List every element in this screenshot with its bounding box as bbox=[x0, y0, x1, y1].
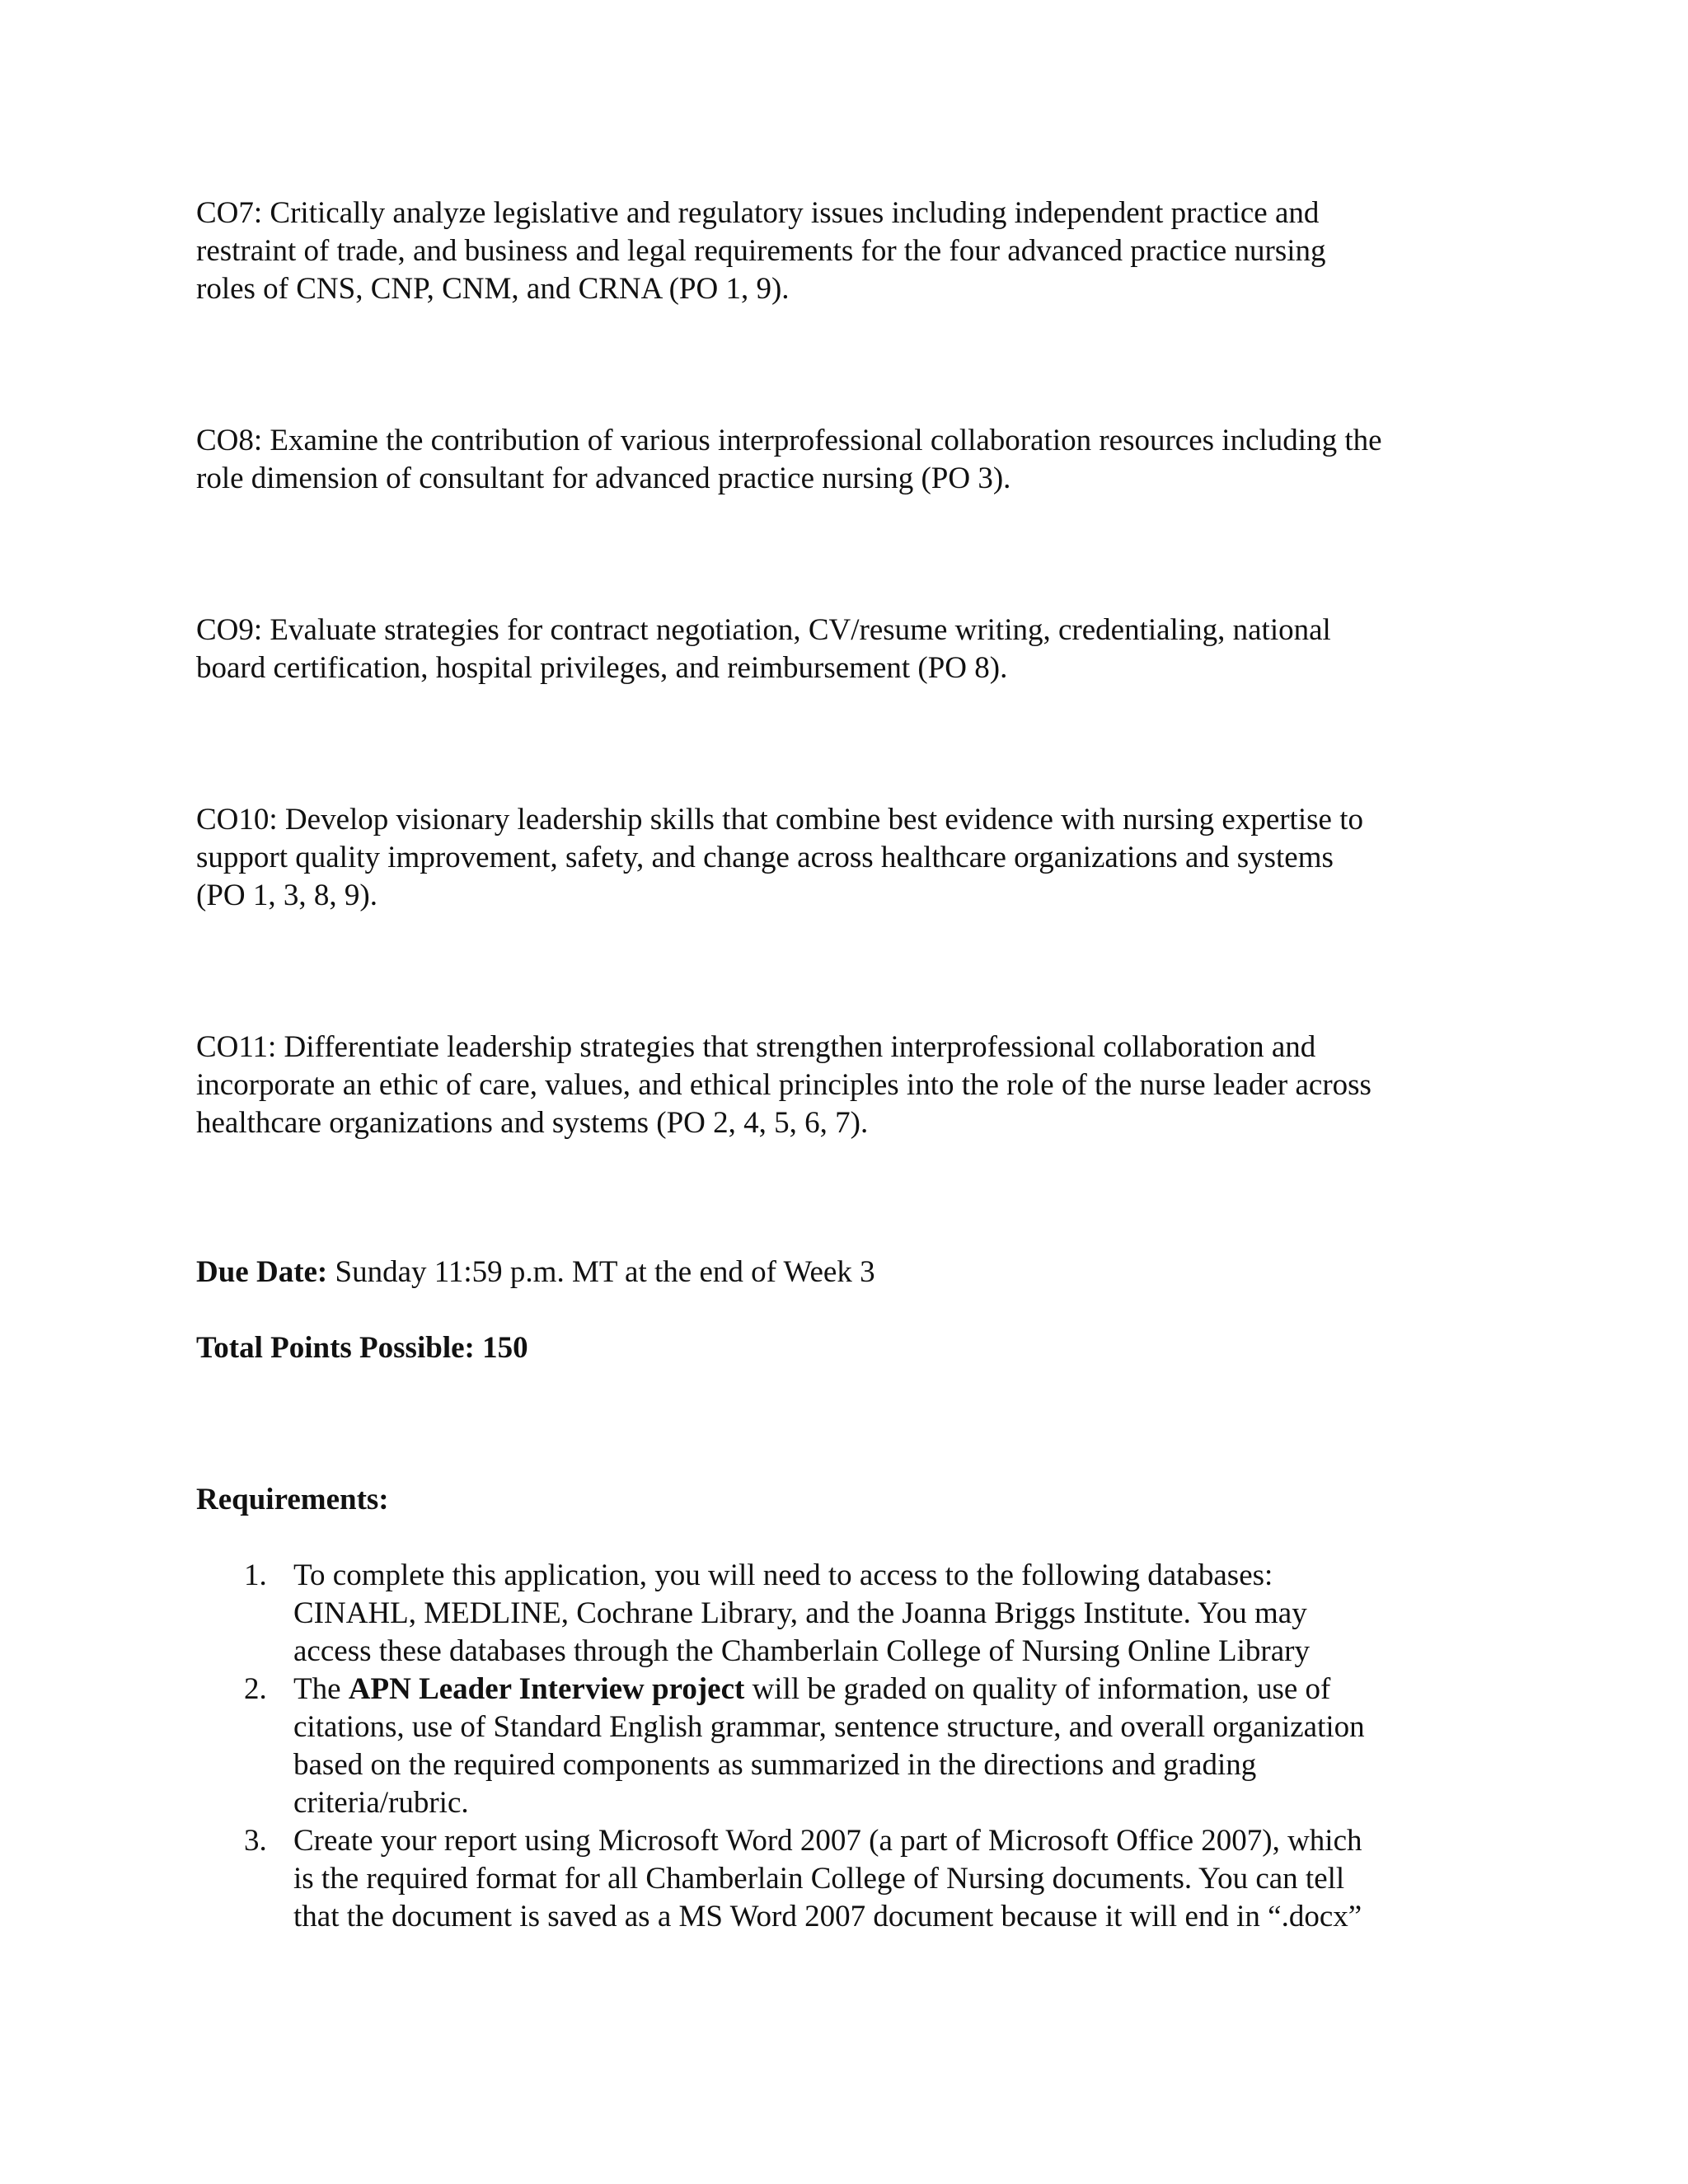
list-item-number: 1. bbox=[244, 1558, 267, 1592]
text-line: board certification, hospital privileges, and reimbursement (PO 8). bbox=[196, 651, 1008, 685]
text-line: CINAHL, MEDLINE, Cochrane Library, and the Joanna Briggs Institute. You may bbox=[293, 1596, 1307, 1630]
text-line: To complete this application, you will need to access to the following databases: bbox=[293, 1558, 1273, 1592]
due-date-label: Due Date: bbox=[196, 1255, 328, 1289]
course-outcome-co11 bbox=[196, 1029, 1482, 1142]
text-line: criteria/rubric. bbox=[293, 1786, 469, 1820]
total-points bbox=[196, 1329, 1482, 1367]
course-outcome-co8 bbox=[196, 422, 1482, 498]
list-item-number: 2. bbox=[244, 1672, 267, 1706]
text-line: CO8: Examine the contribution of various interprofessional collaboration resources including the bbox=[196, 424, 1382, 457]
text-line: Create your report using Microsoft Word 2007 (a part of Microsoft Office 2007), which bbox=[293, 1824, 1362, 1858]
list-item bbox=[196, 1557, 1482, 1671]
due-date-line bbox=[196, 1254, 1482, 1291]
list-item-number: 3. bbox=[244, 1824, 267, 1858]
text-line: citations, use of Standard English grammar, sentence structure, and overall organization bbox=[293, 1710, 1365, 1744]
course-outcome-co9 bbox=[196, 612, 1482, 687]
total-points-label: Total Points Possible: 150 bbox=[196, 1331, 528, 1365]
requirements-heading-text: Requirements: bbox=[196, 1483, 389, 1516]
text-line: support quality improvement, safety, and change across healthcare organizations and systems bbox=[196, 841, 1334, 874]
text-line: role dimension of consultant for advanced practice nursing (PO 3). bbox=[196, 462, 1011, 495]
text-line: CO7: Critically analyze legislative and regulatory issues including independent practice and bbox=[196, 196, 1320, 230]
list-item bbox=[196, 1822, 1482, 1936]
text-line: that the document is saved as a MS Word 2007 document because it will end in “.docx” bbox=[293, 1900, 1362, 1933]
text-line: access these databases through the Chamberlain College of Nursing Online Library bbox=[293, 1634, 1310, 1668]
requirements-list bbox=[196, 1557, 1482, 1936]
text-suffix: will be graded on quality of information, use of bbox=[744, 1672, 1331, 1706]
text-line: CO9: Evaluate strategies for contract negotiation, CV/resume writing, credentialing, national bbox=[196, 613, 1331, 647]
text-line: incorporate an ethic of care, values, and ethical principles into the role of the nurse leader across bbox=[196, 1068, 1372, 1102]
text-line: roles of CNS, CNP, CNM, and CRNA (PO 1, 9). bbox=[196, 272, 790, 306]
text-line: (PO 1, 3, 8, 9). bbox=[196, 879, 377, 912]
course-outcome-co7 bbox=[196, 194, 1482, 308]
due-date bbox=[196, 1254, 1482, 1291]
text-line: healthcare organizations and systems (PO 2, 4, 5, 6, 7). bbox=[196, 1106, 869, 1140]
due-date-value: Sunday 11:59 p.m. MT at the end of Week 3 bbox=[327, 1255, 875, 1289]
text-line bbox=[293, 1671, 1482, 1708]
text-prefix: The bbox=[293, 1672, 349, 1706]
text-line: CO11: Differentiate leadership strategies that strengthen interprofessional collaboration and bbox=[196, 1030, 1316, 1064]
text-line: restraint of trade, and business and legal requirements for the four advanced practice nursing bbox=[196, 234, 1326, 268]
text-line: based on the required components as summarized in the directions and grading bbox=[293, 1748, 1257, 1782]
text-line: is the required format for all Chamberlain College of Nursing documents. You can tell bbox=[293, 1862, 1345, 1896]
text-line: CO10: Develop visionary leadership skills that combine best evidence with nursing expertise to bbox=[196, 803, 1363, 837]
requirements-heading bbox=[196, 1481, 1482, 1519]
course-outcome-co10 bbox=[196, 801, 1482, 915]
list-item bbox=[196, 1671, 1482, 1822]
project-name: APN Leader Interview project bbox=[348, 1672, 745, 1706]
